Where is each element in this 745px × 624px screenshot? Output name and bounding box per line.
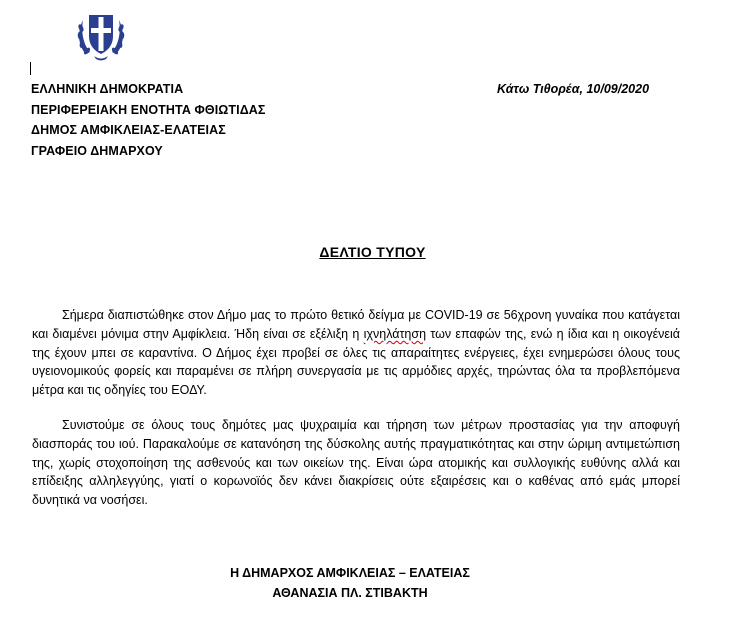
paragraph-1 — [32, 306, 680, 400]
letterhead-line-office: ΓΡΑΦΕΙΟ ΔΗΜΑΡΧΟΥ — [31, 143, 163, 158]
spellcheck-flagged-word: ιχνηλάτηση — [363, 326, 427, 341]
greek-coat-of-arms-icon — [72, 6, 130, 64]
text-cursor — [30, 62, 31, 75]
letterhead — [31, 79, 266, 161]
letterhead-line-region: ΠΕΡΙΦΕΡΕΙΑΚΗ ΕΝΟΤΗΤΑ ΦΘΙΩΤΙΔΑΣ — [31, 102, 266, 117]
paragraph-1-text-start: Σήμερα διαπιστώθηκε στον Δήμο μας το πρώτο θετικό δείγμα με COVID-19 σε 56χρονη γυναίκα που κατάγεται και διαμένει μόνιμα στην Αμφίκλεια. Ήδη είναι σε εξέλιξη η — [32, 308, 680, 341]
signature-block — [0, 563, 700, 603]
signature-name: ΑΘΑΝΑΣΙΑ ΠΛ. ΣΤΙΒΑΚΤΗ — [272, 586, 428, 600]
paragraph-2: Συνιστούμε σε όλους τους δημότες μας ψυχραιμία και τήρηση των μέτρων προστασίας για την αποφυγή διασποράς του ιού. Παρακαλούμε σε κατανόηση της δύσκολης αυτής πραγματικότητας και στην ώριμη αντιμετώπιση της, χωρίς στοχοποίηση της ασθενούς και των οικείων της. Είναι ώρα ατομικής και συλλογικής ευθύνης αλλά και επίδειξης αλληλεγγύης, γιατί ο κορωνοϊός δεν κάνει διακρίσεις ούτε εξαιρέσεις και ο καθένας από εμάς μπορεί δυνητικά να νοσήσει. — [32, 418, 680, 508]
letterhead-line-municipality: ΔΗΜΟΣ ΑΜΦΙΚΛΕΙΑΣ-ΕΛΑΤΕΙΑΣ — [31, 123, 226, 137]
document-title: ΔΕΛΤΙΟ ΤΥΠΟΥ — [319, 244, 426, 260]
place-date: Κάτω Τιθορέα, 10/09/2020 — [497, 82, 650, 96]
letterhead-line-country: ΕΛΛΗΝΙΚΗ ΔΗΜΟΚΡΑΤΙΑ — [31, 82, 184, 96]
signature-role: Η ΔΗΜΑΡΧΟΣ ΑΜΦΙΚΛΕΙΑΣ – ΕΛΑΤΕΙΑΣ — [230, 566, 470, 580]
paragraph-1-text-end: των επαφών της, ενώ η ίδια και η οικογένειά της έχουν μπει σε καραντίνα. Ο Δήμος έχει προβεί σε όλες τις απαραίτητες ενέργειες, έχει ενημερώσει όλους τους υγειονομικούς φορείς και παραμένει σε πλήρη συνεργασία με τις αρμόδιες αρχές, τηρώντας όλα τα προβλεπόμενα μέτρα και τις οδηγίες του ΕΟΔΥ. — [32, 326, 680, 398]
